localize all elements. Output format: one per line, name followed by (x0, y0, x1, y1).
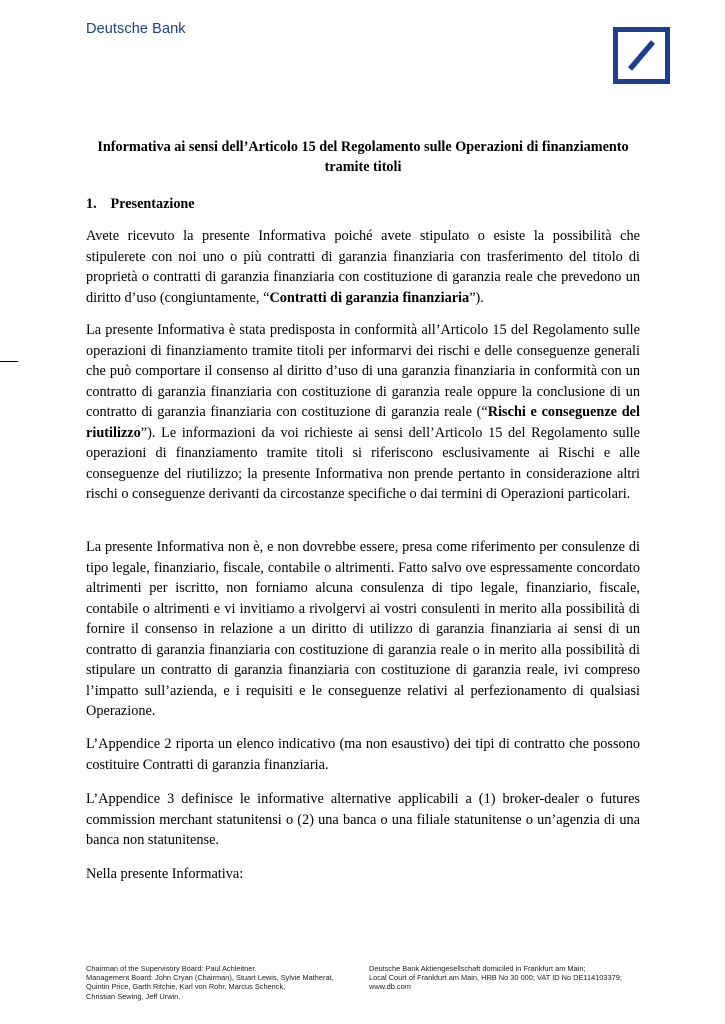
deutsche-bank-logo-icon (613, 27, 670, 84)
footer-right-line: Deutsche Bank Aktiengesellschaft domiciled in Frankfurt am Main; (369, 964, 586, 973)
paragraph-appendix-2: L’Appendice 2 riporta un elenco indicativo (ma non esaustivo) dei tipi di contratto che possono costituire Contratti di garanzia finanziaria. (86, 736, 640, 773)
document-title-line-1: Informativa ai sensi dell’Articolo 15 del Regolamento sulle Operazioni di finanziamento (97, 139, 629, 155)
paragraph-definitions-intro: Nella presente Informativa: (86, 866, 244, 882)
footer-left-line: Christian Sewing, Jeff Urwin. (86, 991, 181, 1001)
margin-mark (0, 361, 18, 362)
brand-name: Deutsche Bank (86, 21, 186, 37)
document-title (86, 137, 640, 177)
section-number: 1. (86, 196, 97, 212)
paragraph-purpose-end: ”). Le informazioni da voi richieste ai sensi dell’Articolo 15 del Regolamento sulle operazioni di finanziamento tramite titoli si riferiscono esclusivamente ai Rischi e alle conseguenze del riutilizzo; la presente Informativa non prende pertanto in considerazione altri rischi o conseguenze derivanti da circostanze specifiche o dai termini di Operazioni particolari. (86, 424, 640, 502)
defined-term-contratti: Contratti di garanzia finanziaria (269, 289, 470, 306)
paragraph-purpose (86, 320, 640, 505)
footer-right-line: Local Court of Frankfurt am Main, HRB No 30 000; VAT ID No DE114103379; (369, 973, 622, 983)
footer-website: www.db.com (369, 982, 411, 992)
paragraph-appendix-3: L’Appendice 3 definisce le informative alternative applicabili a (1) broker-dealer o futures commission merchant statunitensi o (2) una banca o una filiale statunitense o un’agenzia di una banca non statunitense. (86, 791, 640, 848)
paragraph-intro (86, 226, 640, 308)
section-title: Presentazione (110, 196, 195, 212)
paragraph-intro-text: Avete ricevuto la presente Informativa poiché avete stipulato o esiste la possibilità che stipulerete con noi uno o più contratti di garanzia finanziaria con trasferimento del titolo di proprietà o contratti di garanzia finanziaria con costituzione di garanzia reale che prevedono un diritto d’uso (congiuntamente, “ (86, 228, 640, 306)
footer-company-info (369, 964, 659, 992)
paragraph-intro-end: ”). (469, 289, 484, 306)
section-heading (86, 194, 195, 214)
footer-board-info (86, 964, 356, 1001)
footer-left-line: Management Board: John Cryan (Chairman), Stuart Lewis, Sylvie Matherat, (86, 973, 334, 983)
paragraph-disclaimer: La presente Informativa non è, e non dovrebbe essere, presa come riferimento per consulenze di tipo legale, finanziario, fiscale, contabile o altrimenti. Fatto salvo ove espressamente concordato altrimenti per iscritto, non forniamo alcuna consulenza di tipo legale, finanziario, fiscale, contabile o altrimenti e vi invitiamo a rivolgervi ai vostri consulenti in merito alla possibilità di fornire il consenso in relazione a un diritto di utilizzo di garanzia finanziaria ai sensi di un contratto di garanzia finanziaria con costituzione di garanzia reale o in merito alla possibilità di stipulare un contratto di garanzia finanziaria con costituzione di garanzia reale, ivi compreso l’impatto sull’azienda, e i requisiti e le conseguenze relativi al perfezionamento di qualsiasi Operazione. (86, 539, 640, 719)
footer-left-line: Chairman of the Supervisory Board: Paul Achleitner. (86, 964, 257, 973)
document-title-line-2: tramite titoli (324, 159, 402, 175)
paragraph-purpose-text: La presente Informativa è stata predisposta in conformità all’Articolo 15 del Regolamento sulle operazioni di finanziamento tramite titoli per informarvi dei rischi e delle conseguenze generali che può comportare il consenso al diritto d’uso di una garanzia finanziaria in conformità con un contratto di garanzia finanziaria con costituzione di garanzia reale oppure la conclusione di un contratto di garanzia finanziaria con costituzione di garanzia reale (“ (86, 322, 640, 420)
defined-term-rischi: Rischi e conseguenze del riutilizzo (86, 404, 640, 441)
footer-left-line: Quintin Price, Garth Ritchie, Karl von Rohr, Marcus Schenck, (86, 982, 286, 992)
